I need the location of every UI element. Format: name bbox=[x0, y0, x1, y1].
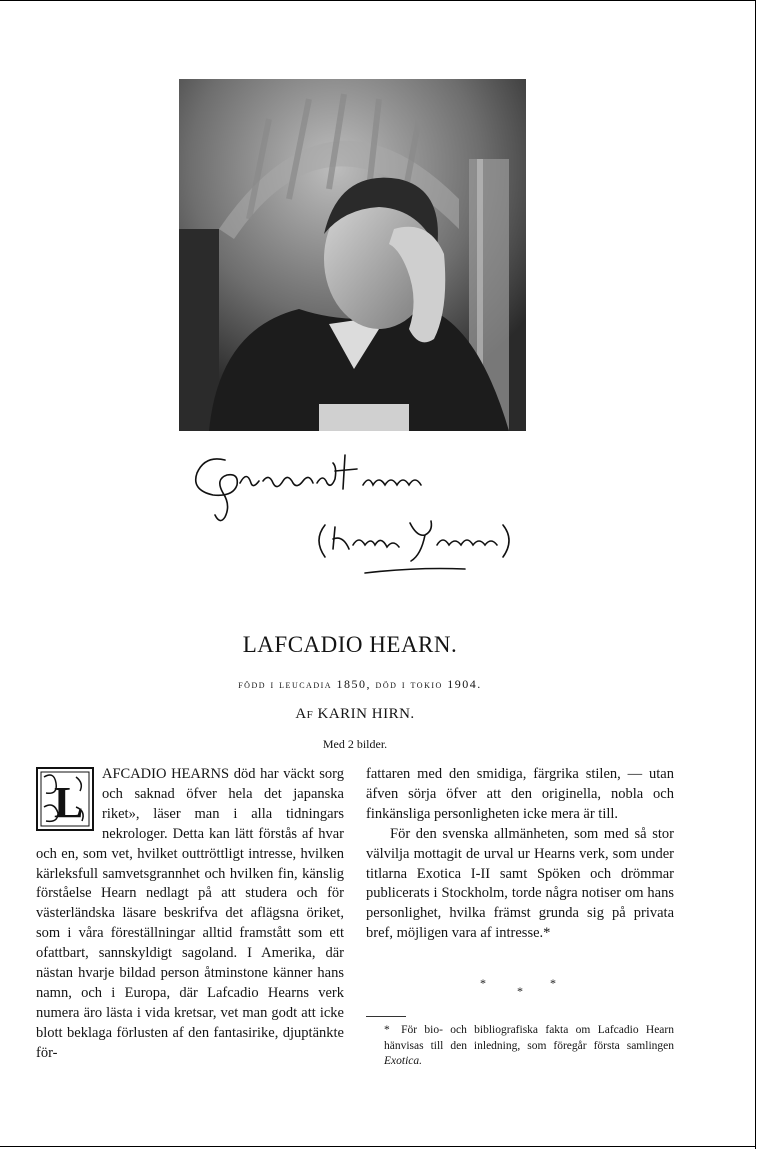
article-title: LAFCADIO HEARN. bbox=[242, 632, 458, 657]
body-paragraph-1: AFCADIO HEARNS död har väckt sorg och saknad öfver hela det japanska riket», läser man i alla tidningars nekrologer. Detta kan lätt förstås af hvar och en, som vet, hvilket outtröttligt intresse, hvilken kärleksfull samvetsgrannhet och hvilken fin, känslig förståelse Hearn nedlagt på att studera och för västerländska läsare beskrifva det aflägsna öriket, som i våra föreställningar alltid framstått som ett ofattbart, sannskyldigt sagoland. I Amerika, där nästan hvarje bildad person åtminstone känner hans namn, och i Europa, där Lafcadio Hearns verk numera äro lästa i vida kretsar, vet man godt att icke blott beklaga förlusten af den fantasirike, djuptänkte för- bbox=[36, 766, 344, 1061]
footnote-mark: * bbox=[384, 1024, 390, 1036]
author-prefix: Af bbox=[295, 706, 314, 722]
page-border-bottom bbox=[0, 1146, 756, 1147]
article-subtitle: född i leucadia 1850, död i tokio 1904. bbox=[238, 677, 482, 691]
page-border-top bbox=[0, 0, 756, 1]
page-border-right bbox=[755, 0, 756, 1149]
separator-star: * bbox=[550, 976, 556, 990]
separator-star: * bbox=[517, 984, 523, 998]
section-separator bbox=[480, 976, 570, 1000]
column-right bbox=[366, 765, 674, 944]
signature-image bbox=[185, 445, 525, 585]
author-line bbox=[0, 706, 710, 723]
author-name: KARIN HIRN. bbox=[317, 706, 415, 722]
dropcap-l bbox=[36, 767, 94, 831]
portrait-photo bbox=[179, 79, 526, 431]
body-paragraph-3: För den svenska allmänheten, som med så stor välvilja mottagit de urval ur Hearns verk, som under titlarna Exotica I-II samt Spöken och drömmar publicerats i Stockholm, torde några notiser om hans personlighet, hvilka främst grunda sig på privata bref, möjligen vara af intresse.* bbox=[366, 825, 674, 942]
footnote-text: För bio- och bibliografiska fakta om Lafcadio Hearn hänvisas till den inledning, som föregår första samlingen bbox=[384, 1024, 674, 1052]
footnote-italic: Exotica. bbox=[384, 1055, 422, 1067]
footnote bbox=[384, 1023, 674, 1070]
column-left bbox=[36, 765, 344, 1064]
body-paragraph-2: fattaren med den smidiga, färgrika stilen, — utan äfven sörja öfver att den originella, nobla och finkänsliga personligheten icke mera är till. bbox=[366, 766, 674, 822]
separator-star: * bbox=[480, 976, 486, 990]
footnote-rule bbox=[366, 1016, 406, 1017]
svg-text:L: L bbox=[54, 778, 84, 827]
illustration-note: Med 2 bilder. bbox=[322, 737, 388, 751]
